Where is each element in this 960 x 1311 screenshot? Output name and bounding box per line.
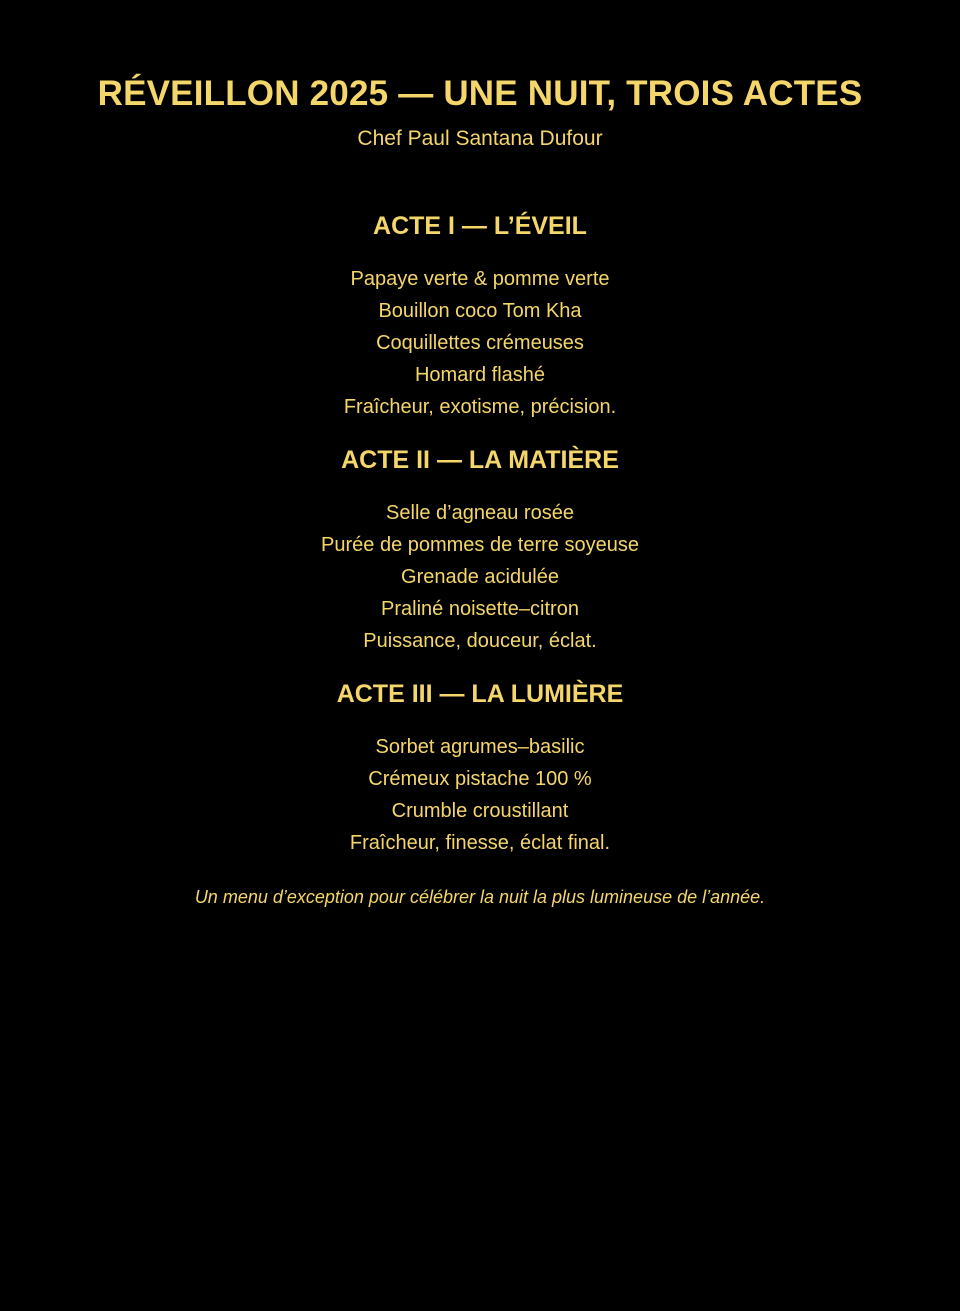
menu-item: Coquillettes crémeuses <box>376 332 584 354</box>
menu-item: Crumble croustillant <box>391 800 569 822</box>
act-1-tagline: Fraîcheur, exotisme, précision. <box>343 396 617 418</box>
menu-item: Papaye verte & pomme verte <box>350 268 610 290</box>
menu-item: Purée de pommes de terre soyeuse <box>321 534 639 556</box>
act-2-section <box>0 445 960 657</box>
menu-item: Bouillon coco Tom Kha <box>378 300 582 322</box>
menu-title: RÉVEILLON 2025 — UNE NUIT, TROIS ACTES <box>97 74 863 113</box>
act-3-title: ACTE III — LA LUMIÈRE <box>336 680 624 708</box>
act-2-items <box>0 497 960 657</box>
menu-item: Selle d’agneau rosée <box>386 502 574 524</box>
menu-footer-note: Un menu d’exception pour célébrer la nuit la plus lumineuse de l’année. <box>194 887 766 907</box>
menu-item: Homard flashé <box>414 364 546 386</box>
act-1-title: ACTE I — L’ÉVEIL <box>373 212 587 240</box>
act-1-section <box>0 211 960 423</box>
act-3-items <box>0 731 960 859</box>
act-3-tagline: Fraîcheur, finesse, éclat final. <box>349 832 611 854</box>
menu-item: Grenade acidulée <box>401 566 559 588</box>
act-2-title: ACTE II — LA MATIÈRE <box>341 446 619 474</box>
menu-item: Praliné noisette–citron <box>381 598 579 620</box>
chef-name: Chef Paul Santana Dufour <box>357 127 603 150</box>
act-2-tagline: Puissance, douceur, éclat. <box>363 630 597 652</box>
act-1-items <box>0 263 960 423</box>
menu-item: Sorbet agrumes–basilic <box>375 736 585 758</box>
menu-item: Crémeux pistache 100 % <box>368 768 592 790</box>
act-3-section <box>0 679 960 859</box>
